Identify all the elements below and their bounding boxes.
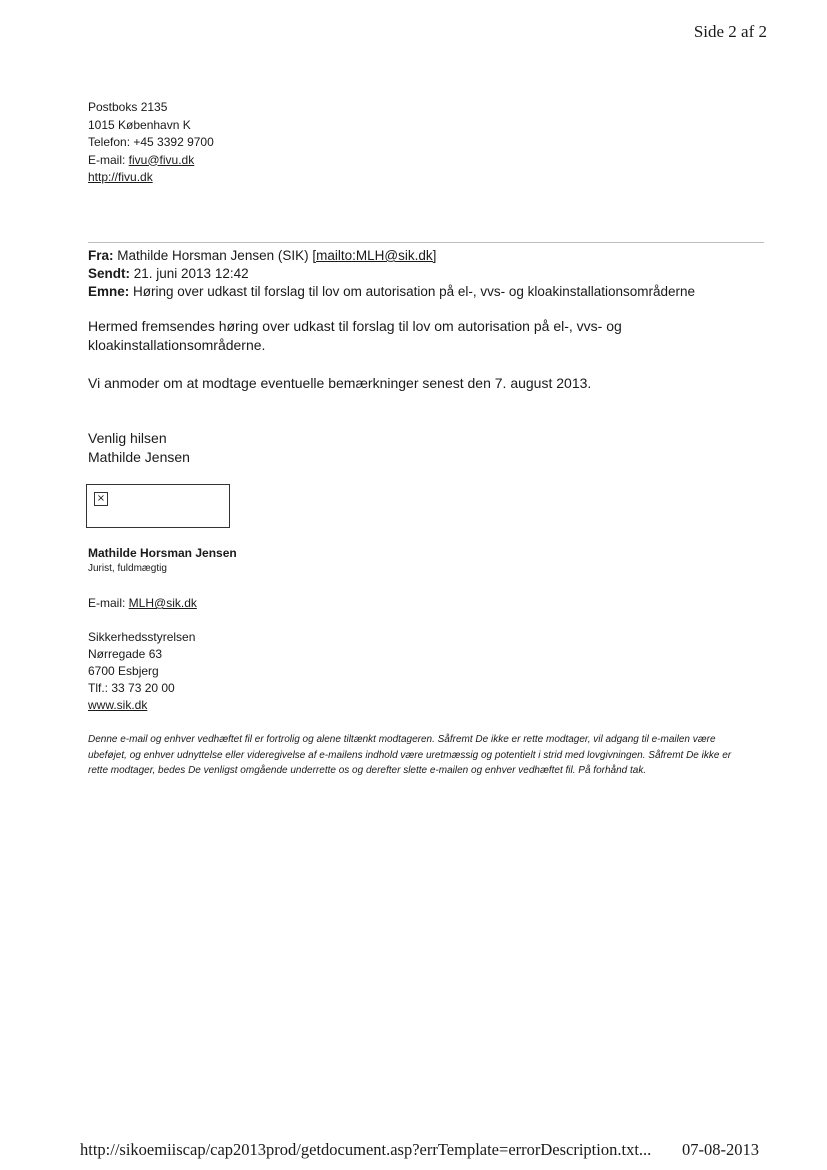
signature-email-line: [88, 595, 197, 612]
confidentiality-disclaimer: Denne e-mail og enhver vedhæftet fil er fortrolig og alene tiltænkt modtageren. Såfremt De ikke er rette modtager, vil adgang til e-mailen være ubeføjet, og enhver udnyttelse eller videregivelse af e-mailens indhold være uretmæssig og potentielt i strid med lovgivningen. Såfremt De ikke er rette modtager, bedes De venligst omgående underrette os og derefter slette e-mailen og enhver vedhæftet fil. På forhånd tak.: [88, 734, 732, 776]
signature-phone: Tlf.: 33 73 20 00: [88, 681, 175, 695]
postbox: Postboks 2135: [88, 100, 168, 114]
body-paragraph-2: Vi anmoder om at modtage eventuelle bemærkninger senest den 7. august 2013.: [88, 375, 592, 391]
signature-image-placeholder: [86, 484, 230, 528]
sender-city: 1015 København K: [88, 117, 191, 132]
subject-label: Emne:: [88, 284, 130, 299]
signature-street: Nørregade 63: [88, 647, 163, 661]
broken-image-icon: ×: [94, 492, 108, 506]
signature-email-label: E-mail:: [88, 596, 129, 610]
email-header: [88, 247, 695, 301]
sender-website-link[interactable]: http://fivu.dk: [88, 170, 153, 184]
sender-phone: Telefon: +45 3392 9700: [88, 135, 214, 149]
from-line: [88, 247, 695, 265]
sent-value: 21. juni 2013 12:42: [130, 266, 249, 281]
signature-city: 6700 Esbjerg: [88, 664, 159, 678]
from-name: Mathilde Horsman Jensen (SIK): [113, 248, 313, 263]
subject-value: Høring over udkast til forslag til lov om autorisation på el-, vvs- og kloakinstallationsområderne: [129, 284, 696, 299]
signature-address-block: [88, 629, 195, 714]
body-paragraph-1-line-2: kloakinstallationsområderne.: [88, 337, 266, 353]
sender-email-label: E-mail:: [88, 152, 129, 167]
closing-name: Mathilde Jensen: [88, 449, 190, 465]
body-paragraph-1: [88, 317, 728, 355]
from-mailto-link[interactable]: [mailto:MLH@sik.dk]: [312, 248, 437, 263]
header-divider: [88, 242, 764, 243]
sent-line: [88, 265, 695, 283]
signature-email-link[interactable]: MLH@sik.dk: [128, 596, 197, 610]
signature-title: Jurist, fuldmægtig: [88, 563, 167, 574]
signature-name: Mathilde Horsman Jensen: [88, 546, 237, 560]
footer-url: http://sikoemiiscap/cap2013prod/getdocument.asp?errTemplate=errorDescription.txt...: [80, 1140, 652, 1159]
sent-label: Sendt:: [88, 266, 130, 281]
signature-website-link[interactable]: www.sik.dk: [88, 698, 148, 712]
from-label: Fra:: [88, 248, 114, 263]
closing-greeting: Venlig hilsen: [88, 430, 167, 446]
closing-block: [88, 429, 190, 467]
subject-line: [88, 283, 695, 301]
page-number: Side 2 af 2: [693, 22, 767, 41]
footer-date: 07-08-2013: [682, 1140, 759, 1159]
sender-address-block: [88, 99, 214, 187]
sender-email-line: [88, 152, 214, 170]
sender-email-link[interactable]: fivu@fivu.dk: [128, 152, 195, 167]
signature-org: Sikkerhedsstyrelsen: [88, 630, 196, 644]
body-paragraph-1-line-1: Hermed fremsendes høring over udkast til forslag til lov om autorisation på el-, vvs- og: [88, 318, 622, 334]
